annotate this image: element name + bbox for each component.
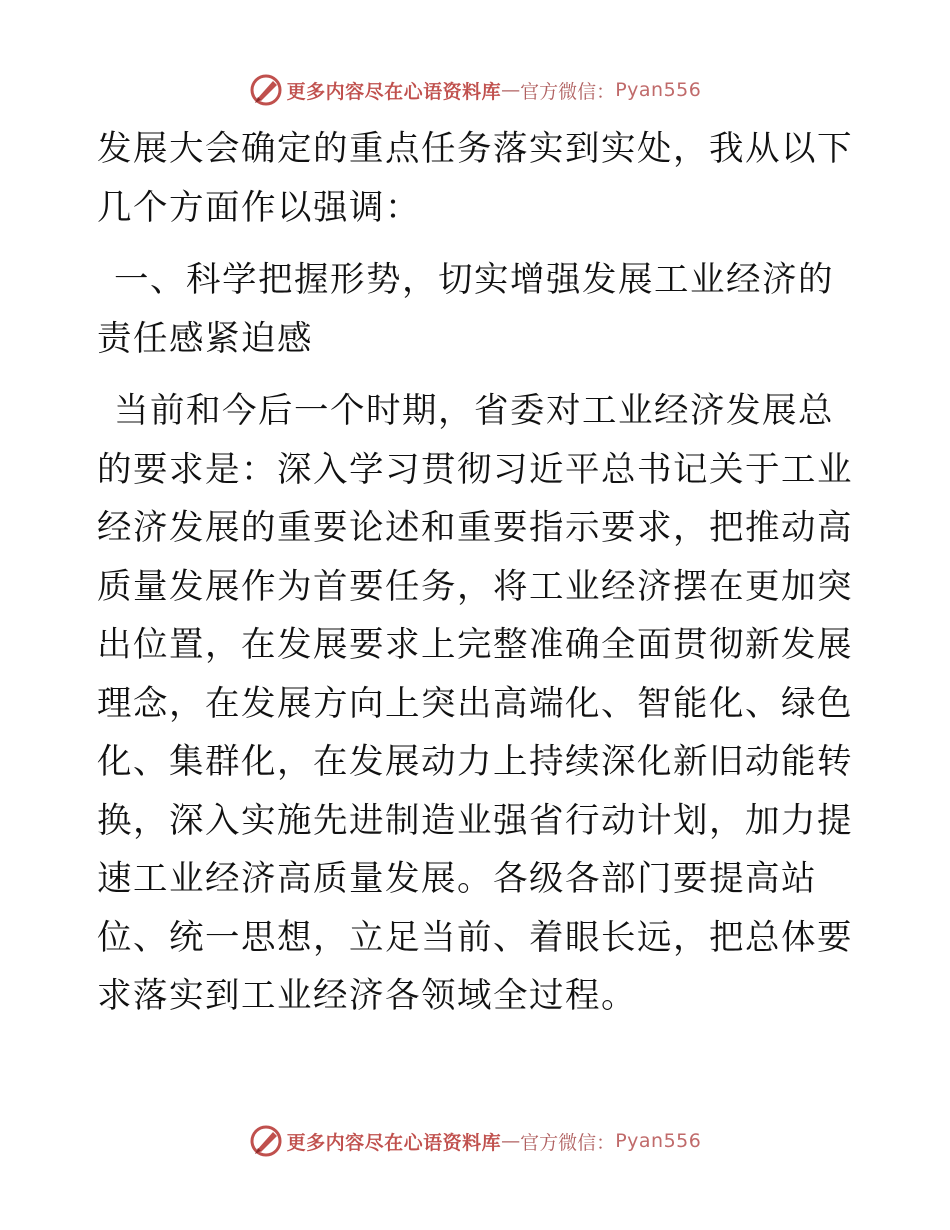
footer-watermark [0, 1124, 950, 1158]
watermark-wechat-label: 官方微信： [520, 80, 616, 103]
watermark-separator: — [501, 79, 521, 101]
watermark-main-text: 更多内容尽在心语资料库 [286, 80, 502, 103]
header-watermark [0, 73, 950, 107]
watermark-wechat-label: 官方微信： [520, 1131, 616, 1154]
brush-logo-icon [249, 1124, 283, 1158]
paragraph-intro: 发展大会确定的重点任务落实到实处，我从以下几个方面作以强调： [97, 129, 853, 228]
watermark-main-text: 更多内容尽在心语资料库 [286, 1131, 502, 1154]
watermark-separator: — [501, 1130, 521, 1152]
brush-logo-icon [249, 73, 283, 107]
watermark-wechat-id: Pyan556 [615, 1130, 702, 1152]
watermark-wechat-id: Pyan556 [615, 79, 702, 101]
paragraph-body: 当前和今后一个时期，省委对工业经济发展总的要求是：深入学习贯彻习近平总书记关于工业经济发展的重要论述和重要指示要求，把推动高质量发展作为首要任务，将工业经济摆在更加突出位置，在发展要求上完整准确全面贯彻新发展理念，在发展方向上突出高端化、智能化、绿色化、集群化，在发展动力上持续深化新旧动能转换，深入实施先进制造业强省行动计划，加力提速工业经济高质量发展。各级各部门要提高站位、统一思想，立足当前、着眼长远，把总体要求落实到工业经济各领域全过程。 [97, 391, 853, 1016]
document-body [97, 120, 857, 1026]
section-heading: 一、科学把握形势，切实增强发展工业经济的责任感紧迫感 [97, 260, 834, 359]
